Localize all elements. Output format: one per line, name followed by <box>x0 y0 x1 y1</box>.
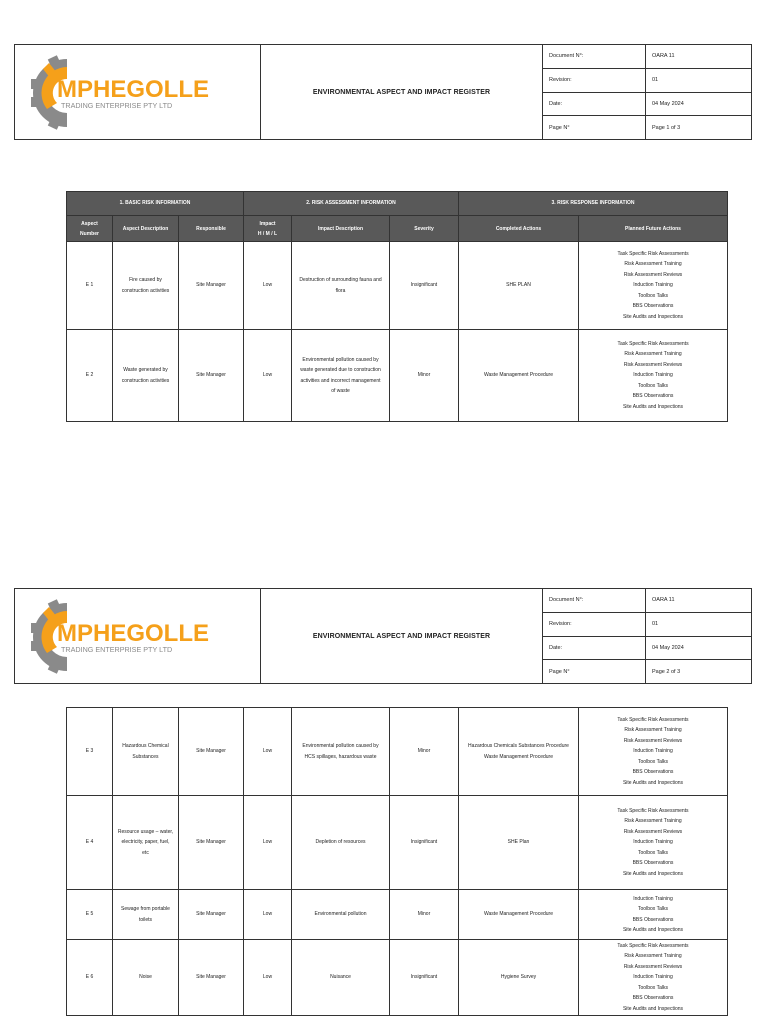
revision-label: Revision: <box>543 69 646 92</box>
impact-cell: Low <box>244 330 292 422</box>
doc-no-label: Document N°: <box>543 589 646 612</box>
table-row <box>67 940 728 1016</box>
register-table-page-1 <box>66 191 728 422</box>
responsible-cell: Site Manager <box>179 890 244 940</box>
col-responsible: Responsible <box>179 216 244 242</box>
planned-actions-cell: Task Specific Risk Assessments Risk Assessment Training Risk Assessment Reviews Induction Training Toolbox Talks BBS Observations Site Audits and Inspections <box>579 708 728 796</box>
section-risk-assessment: 2. RISK ASSESSMENT INFORMATION <box>244 192 459 216</box>
doc-no-label: Document N°: <box>543 45 646 68</box>
page-value: Page 1 of 3 <box>652 124 681 131</box>
col-impact-description: Impact Description <box>292 216 390 242</box>
responsible-cell: Site Manager <box>179 242 244 330</box>
aspect-number-cell: E 2 <box>67 330 113 422</box>
completed-actions-cell: Waste Management Procedure <box>459 890 579 940</box>
document-title: ENVIRONMENTAL ASPECT AND IMPACT REGISTER <box>312 88 491 96</box>
aspect-description-cell: Waste generated by construction activities <box>113 330 179 422</box>
logo-wordmark: MPHEGOLLE <box>57 620 210 647</box>
aspect-number-cell: E 3 <box>67 708 113 796</box>
impact-cell: Low <box>244 940 292 1016</box>
col-impact: Impact H / M / L <box>244 216 292 242</box>
completed-actions-cell: Hygiene Survey <box>459 940 579 1016</box>
document-header <box>14 44 752 140</box>
date-value: 04 May 2024 <box>652 100 684 107</box>
aspect-description-cell: Sewage from portable toilets <box>113 890 179 940</box>
severity-cell: Minor <box>390 708 459 796</box>
severity-cell: Insignificant <box>390 796 459 890</box>
aspect-description-cell: Resource usage – water, electricity, paper, fuel, etc <box>113 796 179 890</box>
section-risk-response: 3. RISK RESPONSE INFORMATION <box>459 192 728 216</box>
severity-cell: Insignificant <box>390 242 459 330</box>
section-basic-risk: 1. BASIC RISK INFORMATION <box>67 192 244 216</box>
impact-description-cell: Environmental pollution <box>292 890 390 940</box>
completed-actions-cell: SHE Plan <box>459 796 579 890</box>
severity-cell: Insignificant <box>390 940 459 1016</box>
table-row <box>67 708 728 796</box>
planned-actions-cell: Task Specific Risk Assessments Risk Assessment Training Risk Assessment Reviews Induction Training Toolbox Talks BBS Observations Site Audits and Inspections <box>579 940 728 1016</box>
aspect-description-cell: Noise <box>113 940 179 1016</box>
revision-label: Revision: <box>543 613 646 636</box>
col-aspect-number: Aspect Number <box>67 216 113 242</box>
planned-actions-cell: Task Specific Risk Assessments Risk Assessment Training Risk Assessment Reviews Induction Training Toolbox Talks BBS Observations Site Audits and Inspections <box>579 242 728 330</box>
responsible-cell: Site Manager <box>179 708 244 796</box>
planned-actions-cell: Induction Training Toolbox Talks BBS Observations Site Audits and Inspections <box>579 890 728 940</box>
impact-description-cell: Environmental pollution caused by waste generated due to construction activities and incorrect management of waste <box>292 330 390 422</box>
date-label: Date: <box>543 93 646 116</box>
register-table-page-2 <box>66 707 728 1016</box>
document-title-cell <box>261 45 543 139</box>
aspect-description-cell: Hazardous Chemical Substances <box>113 708 179 796</box>
planned-actions-cell: Task Specific Risk Assessments Risk Assessment Training Risk Assessment Reviews Induction Training Toolbox Talks BBS Observations Site Audits and Inspections <box>579 330 728 422</box>
doc-no-value: OARA 11 <box>652 53 675 60</box>
doc-no-value: OARA 11 <box>652 597 675 604</box>
table-row <box>67 890 728 940</box>
document-title: ENVIRONMENTAL ASPECT AND IMPACT REGISTER <box>312 632 491 640</box>
col-severity: Severity <box>390 216 459 242</box>
revision-value: 01 <box>652 621 659 628</box>
impact-cell: Low <box>244 890 292 940</box>
page-value: Page 2 of 3 <box>652 668 681 675</box>
date-value: 04 May 2024 <box>652 644 684 651</box>
document-header <box>14 588 752 684</box>
impact-description-cell: Environmental pollution caused by HCS spillages, hazardous waste <box>292 708 390 796</box>
col-aspect-description: Aspect Description <box>113 216 179 242</box>
date-label: Date: <box>543 637 646 660</box>
revision-value: 01 <box>652 77 659 84</box>
col-completed-actions: Completed Actions <box>459 216 579 242</box>
responsible-cell: Site Manager <box>179 940 244 1016</box>
impact-description-cell: Nuisance <box>292 940 390 1016</box>
table-row <box>67 330 728 422</box>
col-planned-actions: Planned Future Actions <box>579 216 728 242</box>
aspect-number-cell: E 5 <box>67 890 113 940</box>
document-title-cell <box>261 589 543 683</box>
document-meta <box>543 45 751 139</box>
company-logo <box>27 597 217 677</box>
aspect-number-cell: E 4 <box>67 796 113 890</box>
table-row <box>67 242 728 330</box>
impact-cell: Low <box>244 708 292 796</box>
logo-wordmark: MPHEGOLLE <box>57 76 210 103</box>
logo-cell <box>15 45 261 139</box>
page-label: Page N° <box>543 116 646 139</box>
aspect-number-cell: E 6 <box>67 940 113 1016</box>
impact-cell: Low <box>244 242 292 330</box>
completed-actions-cell: SHE PLAN <box>459 242 579 330</box>
company-logo <box>27 53 217 133</box>
completed-actions-cell: Hazardous Chemicals Substances Procedure Waste Management Procedure <box>459 708 579 796</box>
aspect-number-cell: E 1 <box>67 242 113 330</box>
impact-description-cell: Destruction of surrounding fauna and flora <box>292 242 390 330</box>
impact-description-cell: Depletion of resources <box>292 796 390 890</box>
responsible-cell: Site Manager <box>179 796 244 890</box>
logo-tagline: TRADING ENTERPRISE PTY LTD <box>61 101 173 110</box>
logo-tagline: TRADING ENTERPRISE PTY LTD <box>61 645 173 654</box>
impact-cell: Low <box>244 796 292 890</box>
severity-cell: Minor <box>390 330 459 422</box>
aspect-description-cell: Fire caused by construction activities <box>113 242 179 330</box>
table-row <box>67 796 728 890</box>
document-meta <box>543 589 751 683</box>
page-label: Page N° <box>543 660 646 683</box>
severity-cell: Minor <box>390 890 459 940</box>
completed-actions-cell: Waste Management Procedure <box>459 330 579 422</box>
logo-cell <box>15 589 261 683</box>
responsible-cell: Site Manager <box>179 330 244 422</box>
planned-actions-cell: Task Specific Risk Assessments Risk Assessment Training Risk Assessment Reviews Induction Training Toolbox Talks BBS Observations Site Audits and Inspections <box>579 796 728 890</box>
